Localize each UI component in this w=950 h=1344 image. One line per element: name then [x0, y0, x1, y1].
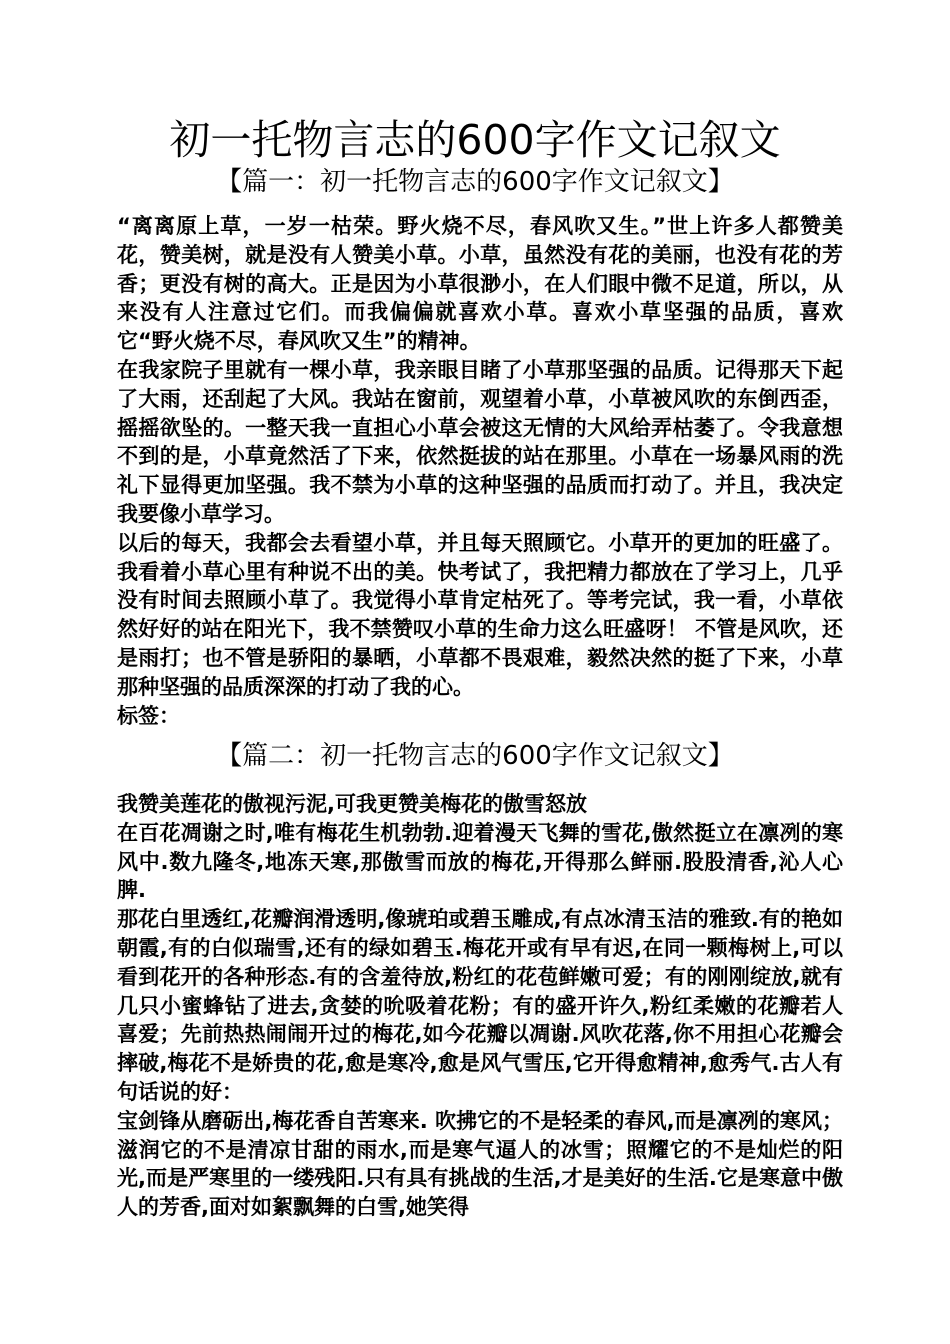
section-1-body — [117, 212, 843, 730]
paragraph: 那花白里透红,花瓣润滑透明,像琥珀或碧玉雕成,有点冰清玉洁的雅致.有的艳如朝霞,有的白似瑞雪,还有的绿如碧玉.梅花开或有早有迟,在同一颗梅树上,可以看到花开的各种形态.有的含羞待放,粉红的花苞鲜嫩可爱；有的刚刚绽放,就有几只小蜜蜂钻了进去,贪婪的吮吸着花粉；有的盛开许久,粉红柔嫩的花瓣若人喜爱；先前热热闹闹开过的梅花,如今花瓣以凋谢.风吹花落,你不用担心花瓣会摔破,梅花不是娇贵的花,愈是寒冷,愈是风气雪压,它开得愈精神,愈秀气.古人有句话说的好： — [117, 907, 843, 1104]
paragraph: 在百花凋谢之时,唯有梅花生机勃勃.迎着漫天飞舞的雪花,傲然挺立在凛冽的寒风中.数九隆冬,地冻天寒,那傲雪而放的梅花,开得那么鲜丽.股股清香,沁人心脾. — [117, 820, 843, 903]
paragraph: 我赞美莲花的傲视污泥,可我更赞美梅花的傲雪怒放 — [117, 792, 587, 816]
paragraph: 以后的每天，我都会去看望小草，并且每天照顾它。小草开的更加的旺盛了。我看着小草心里有种说不出的美。快考试了，我把精力都放在了学习上，几乎没有时间去照顾小草了。我觉得小草肯定枯死了。等考完试，我一看，小草依然好好的站在阳光下，我不禁赞叹小草的生命力这么旺盛呀！ 不管是风吹，还是雨打；也不管是骄阳的暴晒，小草都不畏艰难，毅然决然的挺了下来，小草那种坚强的品质深深的打动了我的心。 — [117, 530, 843, 699]
section-2-heading: 【篇二：初一托物言志的600字作文记叙文】 — [216, 741, 734, 771]
paragraph: “离离原上草，一岁一枯荣。野火烧不尽，春风吹又生。”世上许多人都赞美花，赞美树，就是没有人赞美小草。小草，虽然没有花的美丽，也没有花的芳香；更没有树的高大。正是因为小草很渺小，在人们眼中微不足道，所以，从来没有人注意过它们。而我偏偏就喜欢小草。喜欢小草坚强的品质，喜欢它“野火烧不尽，春风吹又生”的精神。 — [117, 214, 843, 354]
paragraph: 宝剑锋从磨砺出,梅花香自苦寒来. 吹拂它的不是轻柔的春风,而是凛冽的寒风；滋润它的不是清凉甘甜的雨水,而是寒气逼人的冰雪；照耀它的不是灿烂的阳光,而是严寒里的一缕残阳.只有具有挑战的生活,才是美好的生活.它是寒意中傲人的芳香,面对如絮飘舞的白雪,她笑得 — [117, 1108, 843, 1220]
paragraph: 在我家院子里就有一棵小草，我亲眼目睹了小草那坚强的品质。记得那天下起了大雨，还刮起了大风。我站在窗前，观望着小草，小草被风吹的东倒西歪，摇摇欲坠的。一整天我一直担心小草会被这无情的大风给弄枯萎了。令我意想不到的是，小草竟然活了下来，依然挺拔的站在那里。小草在一场暴风雨的洗礼下显得更加坚强。我不禁为小草的这种坚强的品质而打动了。并且，我决定我要像小草学习。 — [117, 357, 843, 526]
page-title: 初一托物言志的600字作文记叙文 — [169, 116, 781, 164]
tags-label: 标签： — [117, 703, 180, 728]
section-2-body — [117, 790, 843, 1222]
section-1-heading: 【篇一：初一托物言志的600字作文记叙文】 — [216, 167, 734, 197]
